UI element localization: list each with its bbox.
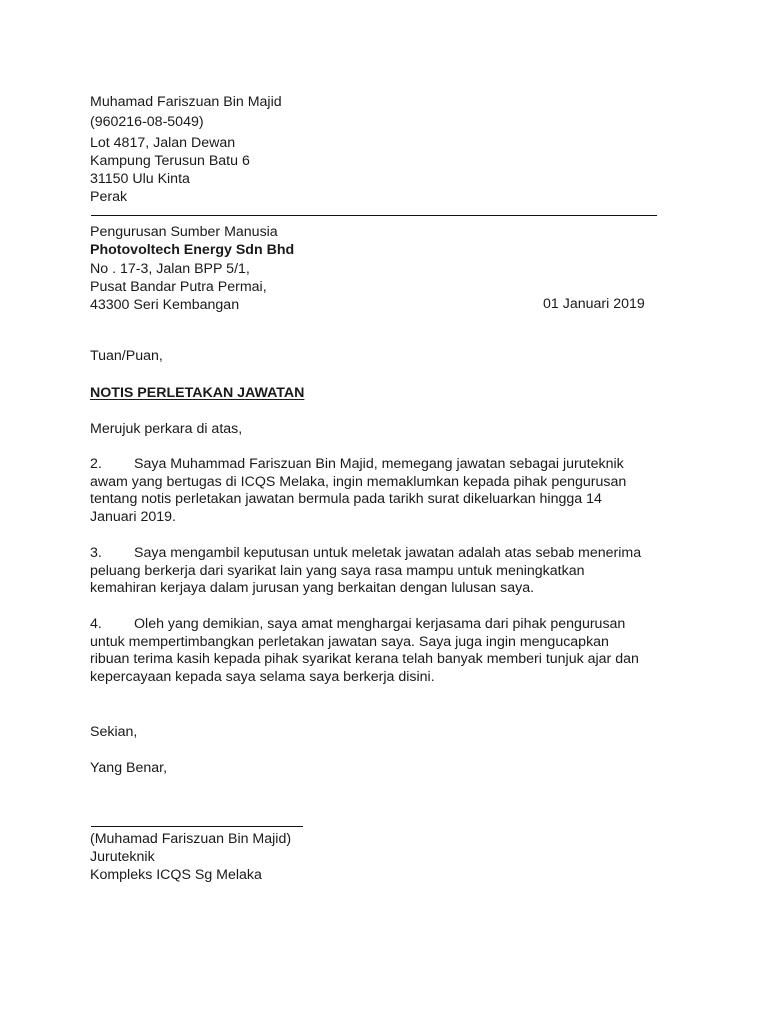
paragraph-number: 4. [90, 616, 102, 632]
paragraph-line: ribuan terima kasih kepada pihak syarikat kerana telah banyak memberi tunjuk ajar dan [90, 651, 639, 668]
sender-address-line-1: Lot 4817, Jalan Dewan [90, 135, 236, 151]
paragraph-line: awam yang bertugas di ICQS Melaka, ingin memaklumkan kepada pihak pengurusan [90, 473, 627, 490]
paragraph-line: untuk mempertimbangkan perletakan jawatan saya. Saya juga ingin mengucapkan [90, 633, 609, 650]
paragraph-line [90, 456, 676, 474]
signatory-location: Kompleks ICQS Sg Melaka [90, 867, 262, 883]
recipient-department: Pengurusan Sumber Manusia [90, 224, 278, 240]
paragraph-number: 3. [90, 545, 102, 561]
paragraph-line: kepercayaan kepada saya selama saya berkerja disini. [90, 668, 435, 685]
paragraph-line: kemahiran kerjaya dalam jurusan yang berkaitan dengan lulusan saya. [90, 580, 535, 597]
signature-line [91, 826, 303, 827]
recipient-company: Photovoltech Energy Sdn Bhd [90, 242, 295, 258]
recipient-address-line-1: No . 17-3, Jalan BPP 5/1, [90, 261, 250, 277]
paragraph-text: Oleh yang demikian, saya amat menghargai kerjasama dari pihak pengurusan [134, 616, 626, 632]
paragraph-text: Saya Muhammad Fariszuan Bin Majid, memegang jawatan sebagai juruteknik [134, 456, 624, 472]
header-divider [91, 215, 657, 216]
paragraph-line [90, 545, 676, 563]
paragraph-line [90, 616, 676, 634]
signatory-position: Juruteknik [90, 849, 155, 865]
paragraph-2 [90, 456, 676, 526]
paragraph-number: 2. [90, 456, 102, 472]
paragraph-3 [90, 545, 676, 598]
recipient-address-line-3: 43300 Seri Kembangan [90, 297, 240, 313]
reference-line: Merujuk perkara di atas, [90, 421, 243, 437]
letter-date: 01 Januari 2019 [543, 296, 645, 312]
signatory-name: (Muhamad Fariszuan Bin Majid) [90, 831, 292, 847]
sender-name: Muhamad Fariszuan Bin Majid [90, 94, 282, 110]
closing: Sekian, [90, 724, 138, 740]
sign-off: Yang Benar, [90, 760, 168, 776]
salutation: Tuan/Puan, [90, 348, 163, 364]
letter-subject: NOTIS PERLETAKAN JAWATAN [90, 385, 305, 401]
paragraph-line: tentang notis perletakan jawatan bermula pada tarikh surat dikeluarkan hingga 14 [90, 491, 602, 508]
sender-address-line-3: 31150 Ulu Kinta [90, 171, 190, 187]
sender-ic: (960216-08-5049) [90, 114, 204, 130]
paragraph-line: Januari 2019. [90, 508, 176, 525]
paragraph-text: Saya mengambil keputusan untuk meletak jawatan adalah atas sebab menerima [134, 545, 642, 561]
recipient-address-line-2: Pusat Bandar Putra Permai, [90, 279, 267, 295]
paragraph-4 [90, 616, 676, 686]
sender-address-line-4: Perak [90, 189, 128, 205]
paragraph-line: peluang berkerja dari syarikat lain yang saya rasa mampu untuk meningkatkan [90, 562, 585, 579]
sender-address-line-2: Kampung Terusun Batu 6 [90, 153, 250, 169]
